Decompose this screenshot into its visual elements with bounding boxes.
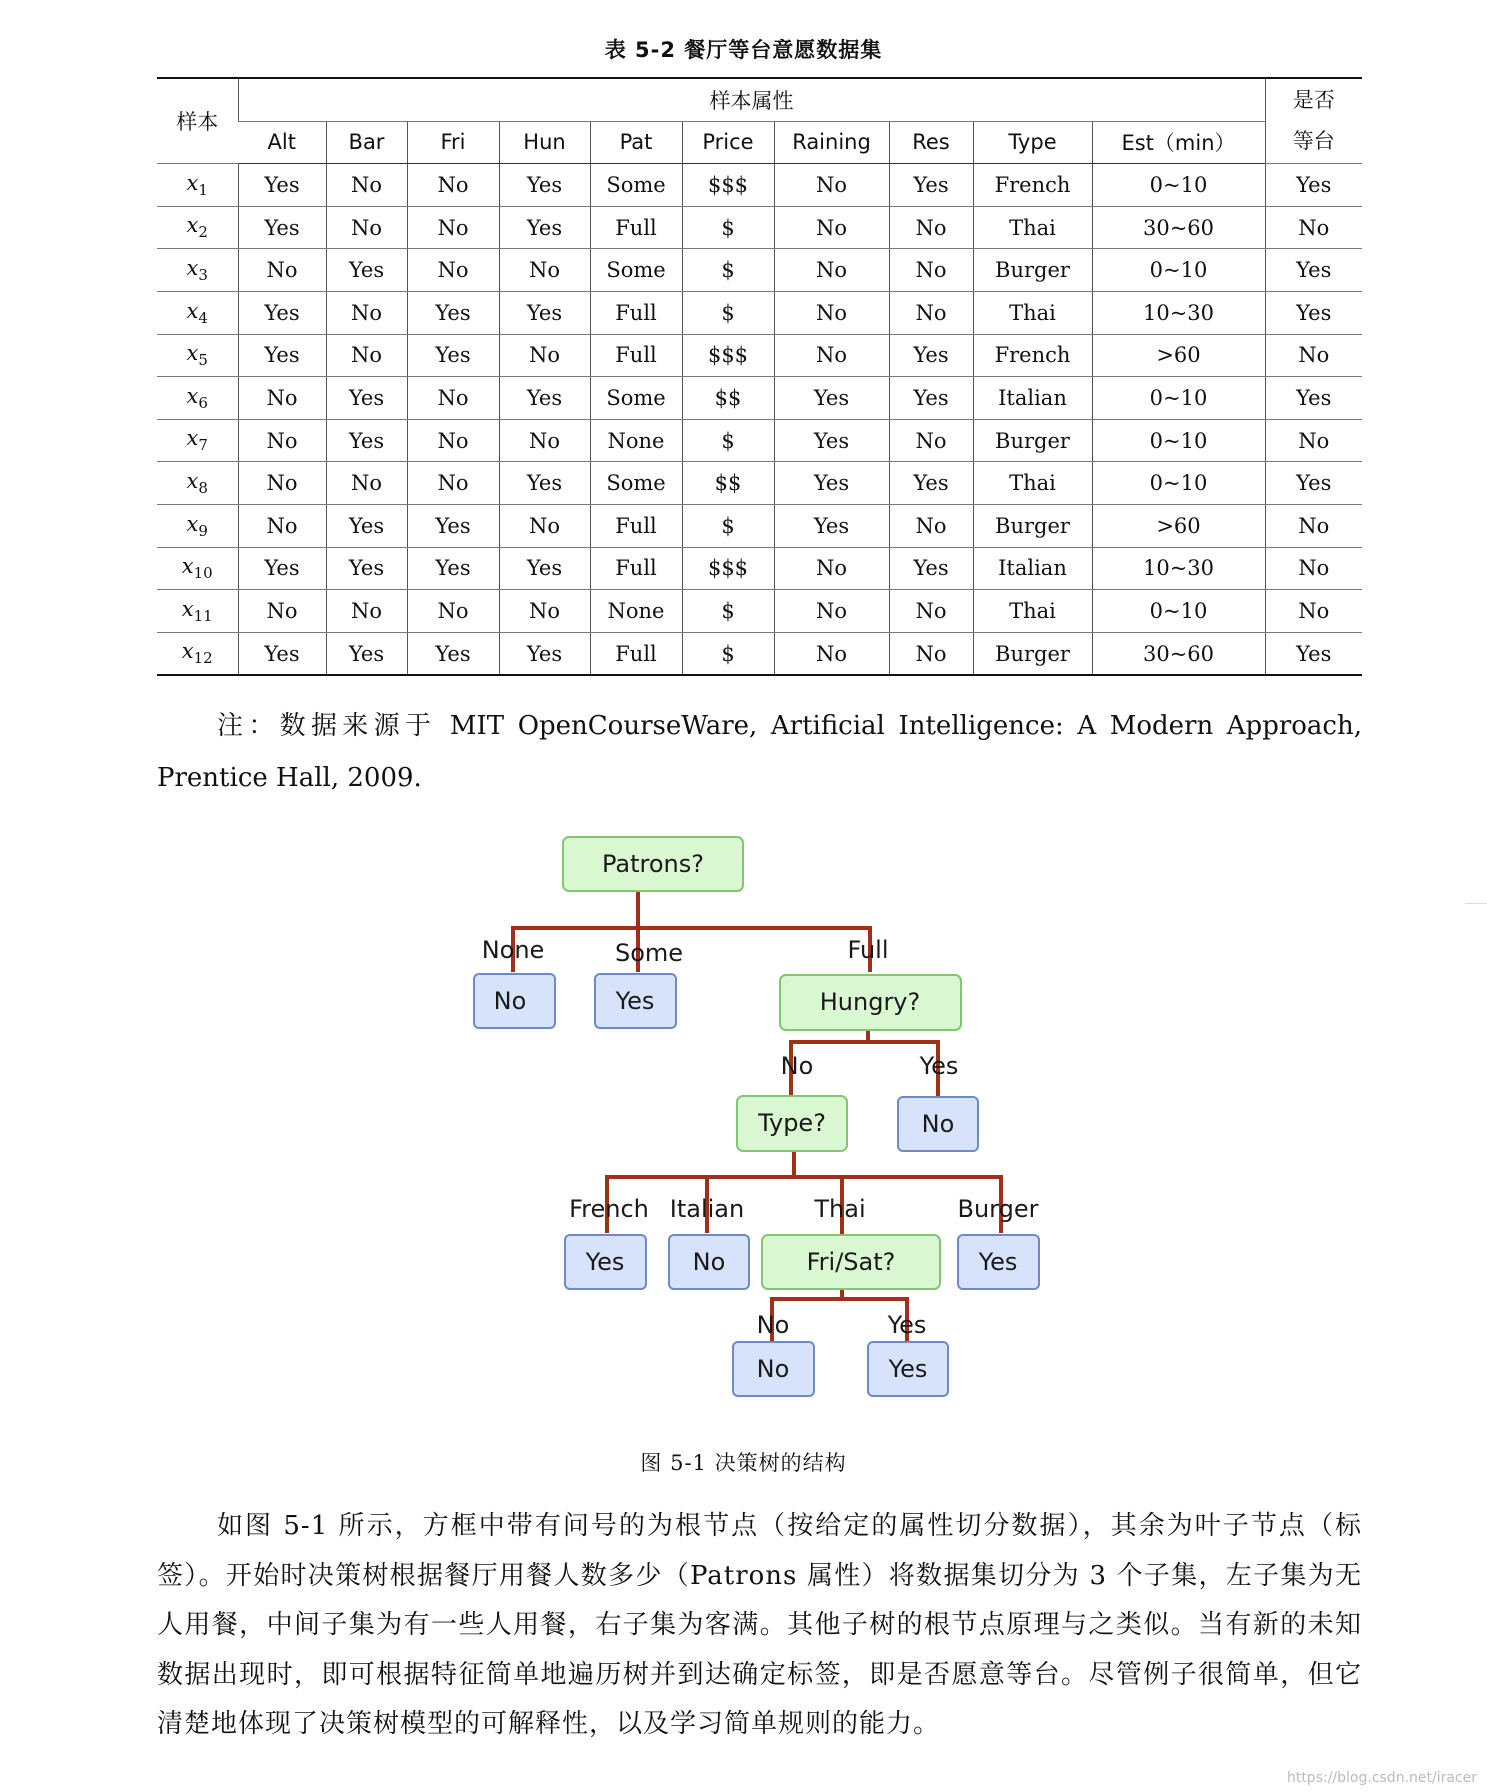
table-cell: Yes	[407, 504, 499, 547]
table-cell: Yes	[774, 377, 889, 420]
table-cell: Some	[590, 462, 682, 505]
sample-id-cell: $x_6$	[157, 377, 238, 420]
table-cell: Yes	[238, 164, 326, 207]
table-cell: $$$	[682, 164, 774, 207]
header-attributes: 样本属性	[238, 78, 1265, 121]
table-cell: No	[326, 462, 407, 505]
edge-label-thai: Thai	[814, 1195, 866, 1223]
sample-id-cell: $x_3$	[157, 249, 238, 292]
table-cell: Yes	[499, 547, 590, 590]
svg-text:Yes: Yes	[888, 1355, 928, 1383]
edge-type-split	[607, 1152, 1001, 1235]
table-cell: Yes	[889, 164, 973, 207]
svg-text:Yes: Yes	[978, 1248, 1018, 1276]
table-cell: Some	[590, 249, 682, 292]
table-cell: No	[774, 334, 889, 377]
node-hungry	[780, 975, 961, 1030]
table-cell: No	[407, 462, 499, 505]
table-cell: No	[407, 164, 499, 207]
table-cell: Yes	[238, 334, 326, 377]
table-cell: Yes	[499, 206, 590, 249]
table-cell: No	[238, 462, 326, 505]
table-cell: Yes	[499, 632, 590, 675]
svg-text:Hungry?: Hungry?	[819, 988, 921, 1016]
table-cell: 10~30	[1092, 291, 1265, 334]
header-target: 是否等台	[1265, 78, 1362, 164]
sample-id-cell: $x_8$	[157, 462, 238, 505]
sample-id-cell: $x_1$	[157, 164, 238, 207]
watermark: https://blog.csdn.net/iracer	[1286, 1770, 1477, 1786]
sample-id-cell: $x_5$	[157, 334, 238, 377]
table-cell: $	[682, 632, 774, 675]
edge-label-frisat-yes: Yes	[887, 1311, 927, 1339]
table-cell: $	[682, 419, 774, 462]
leaf-hungry-yes-no	[898, 1097, 978, 1151]
table-cell: No	[499, 249, 590, 292]
table-cell: Full	[590, 206, 682, 249]
table-cell: Yes	[238, 547, 326, 590]
svg-text:Patrons?: Patrons?	[602, 850, 704, 878]
table-cell: Yes	[1265, 377, 1362, 420]
table-cell: Burger	[973, 249, 1092, 292]
table-cell: Yes	[499, 462, 590, 505]
table-cell: No	[326, 291, 407, 334]
table-cell: No	[889, 291, 973, 334]
table-cell: $$	[682, 462, 774, 505]
leaf-some-yes	[595, 974, 676, 1028]
node-frisat	[762, 1235, 940, 1289]
table-cell: Full	[590, 334, 682, 377]
leaf-none-no	[474, 974, 555, 1028]
table-cell: Yes	[238, 206, 326, 249]
column-header: Alt	[238, 121, 326, 164]
table-cell: Italian	[973, 547, 1092, 590]
table-cell: Yes	[499, 291, 590, 334]
column-header: Est（min）	[1092, 121, 1265, 164]
table-cell: Yes	[407, 547, 499, 590]
table-cell: No	[326, 164, 407, 207]
table-cell: $	[682, 291, 774, 334]
table-cell: $	[682, 504, 774, 547]
table-cell: Yes	[889, 547, 973, 590]
table-cell: No	[326, 206, 407, 249]
table-cell: 0~10	[1092, 377, 1265, 420]
table-cell: 10~30	[1092, 547, 1265, 590]
table-cell: Thai	[973, 291, 1092, 334]
column-header: Fri	[407, 121, 499, 164]
sample-id-cell: $x_7$	[157, 419, 238, 462]
table-cell: Yes	[326, 504, 407, 547]
body-paragraph: 如图 5-1 所示，方框中带有问号的为根节点（按给定的属性切分数据），其余为叶子节点（标签）。开始时决策树根据餐厅用餐人数多少（Patrons 属性）将数据集切分为 3 个子集，左子集为无人用餐，中间子集为有一些人用餐，右子集为客满。其他子树的根节点原理与之类似。当有新的未知数据出现时，即可根据特征简单地遍历树并到达确定标签，即是否愿意等台。尽管例子很简单，但它清楚地体现了决策树模型的可解释性，以及学习简单规则的能力。	[157, 1511, 1362, 1739]
edge-label-burger: Burger	[957, 1195, 1039, 1223]
table-cell: French	[973, 334, 1092, 377]
table-cell: >60	[1092, 334, 1265, 377]
table-cell: No	[326, 334, 407, 377]
edge-label-hungry-no: No	[780, 1052, 814, 1080]
table-cell: Yes	[238, 632, 326, 675]
table-cell: Yes	[407, 632, 499, 675]
table-cell: No	[889, 590, 973, 633]
figure-caption: 图 5-1 决策树的结构	[640, 1451, 847, 1475]
header-sample: 样本	[157, 78, 238, 164]
column-header: Res	[889, 121, 973, 164]
table-cell: Yes	[326, 632, 407, 675]
table-cell: No	[238, 590, 326, 633]
table-cell: Yes	[1265, 632, 1362, 675]
table-cell: No	[238, 249, 326, 292]
table-cell: Burger	[973, 632, 1092, 675]
table-cell: No	[889, 249, 973, 292]
leaf-frisat-yes-yes	[868, 1342, 948, 1396]
sample-id-cell: $x_{10}$	[157, 547, 238, 590]
column-header: Pat	[590, 121, 682, 164]
edge-label-none: None	[481, 936, 545, 964]
svg-text:No: No	[493, 987, 527, 1015]
leaf-frisat-no-no	[733, 1342, 814, 1396]
svg-text:No: No	[692, 1248, 726, 1276]
table-cell: Yes	[326, 547, 407, 590]
table-cell: No	[889, 504, 973, 547]
sample-id-cell: $x_9$	[157, 504, 238, 547]
table-cell: 0~10	[1092, 164, 1265, 207]
svg-text:Yes: Yes	[615, 987, 655, 1015]
table-cell: French	[973, 164, 1092, 207]
table-cell: No	[774, 249, 889, 292]
table-cell: $	[682, 249, 774, 292]
table-cell: No	[774, 632, 889, 675]
table-cell: No	[499, 334, 590, 377]
table-cell: Full	[590, 547, 682, 590]
table-cell: Yes	[1265, 164, 1362, 207]
sample-id-cell: $x_2$	[157, 206, 238, 249]
sample-id-cell: $x_{11}$	[157, 590, 238, 633]
table-cell: Some	[590, 164, 682, 207]
table-cell: 0~10	[1092, 462, 1265, 505]
table-cell: Yes	[774, 504, 889, 547]
table-cell: Full	[590, 504, 682, 547]
table-cell: Burger	[973, 419, 1092, 462]
table-cell: No	[407, 419, 499, 462]
svg-text:No: No	[921, 1110, 955, 1138]
table-cell: No	[774, 547, 889, 590]
table-cell: 0~10	[1092, 249, 1265, 292]
edge-label-full: Full	[847, 936, 889, 964]
table-cell: No	[499, 419, 590, 462]
table-cell: Yes	[774, 419, 889, 462]
edge-label-frisat-no: No	[756, 1311, 790, 1339]
table-cell: >60	[1092, 504, 1265, 547]
table-cell: Full	[590, 291, 682, 334]
table-cell: Yes	[238, 291, 326, 334]
table-cell: No	[238, 377, 326, 420]
table-cell: No	[774, 164, 889, 207]
table-cell: No	[499, 590, 590, 633]
column-header: Hun	[499, 121, 590, 164]
edge-patrons-split	[513, 892, 870, 972]
table-cell: $$$	[682, 334, 774, 377]
node-patrons	[563, 837, 743, 891]
table-cell: $$$	[682, 547, 774, 590]
table-cell: Thai	[973, 206, 1092, 249]
svg-text:Yes: Yes	[585, 1248, 625, 1276]
leaf-french-yes	[565, 1235, 646, 1289]
column-header: Raining	[774, 121, 889, 164]
edge-label-italian: Italian	[669, 1195, 745, 1223]
table-cell: $	[682, 590, 774, 633]
table-cell: 0~10	[1092, 590, 1265, 633]
table-cell: Yes	[407, 291, 499, 334]
edge-label-french: French	[569, 1195, 649, 1223]
table-cell: No	[407, 590, 499, 633]
table-cell: No	[774, 291, 889, 334]
table-cell: Yes	[1265, 462, 1362, 505]
table-cell: No	[1265, 590, 1362, 633]
table-cell: Yes	[889, 377, 973, 420]
table-cell: Thai	[973, 590, 1092, 633]
table-cell: 30~60	[1092, 206, 1265, 249]
table-cell: No	[407, 206, 499, 249]
source-note: 注：数据来源于 MIT OpenCourseWare, Artificial Intelligence: A Modern Approach, Prentice Hall, 2009.	[157, 711, 1362, 793]
table-cell: No	[774, 590, 889, 633]
table-cell: No	[1265, 547, 1362, 590]
table-cell: No	[889, 419, 973, 462]
leaf-burger-yes	[958, 1235, 1039, 1289]
sample-id-cell: $x_{12}$	[157, 632, 238, 675]
table-cell: No	[238, 504, 326, 547]
table-cell: No	[1265, 504, 1362, 547]
table-cell: Yes	[889, 462, 973, 505]
column-header: Bar	[326, 121, 407, 164]
table-cell: No	[499, 504, 590, 547]
table-cell: No	[238, 419, 326, 462]
table-cell: Full	[590, 632, 682, 675]
edge-label-some: Some	[614, 939, 684, 967]
table-cell: Yes	[499, 164, 590, 207]
table-cell: None	[590, 419, 682, 462]
edge-label-hungry-yes: Yes	[919, 1052, 959, 1080]
node-type	[737, 1096, 847, 1151]
leaf-italian-no	[669, 1235, 749, 1289]
table-cell: None	[590, 590, 682, 633]
table-cell: Some	[590, 377, 682, 420]
sample-id-cell: $x_4$	[157, 291, 238, 334]
table-cell: $	[682, 206, 774, 249]
table-cell: 30~60	[1092, 632, 1265, 675]
table-cell: No	[1265, 419, 1362, 462]
margin-rule	[1465, 903, 1487, 904]
table-cell: Yes	[889, 334, 973, 377]
table-cell: 0~10	[1092, 419, 1265, 462]
table-cell: Yes	[1265, 249, 1362, 292]
table-cell: Burger	[973, 504, 1092, 547]
svg-text:Fri/Sat?: Fri/Sat?	[806, 1248, 896, 1276]
table-caption: 表 5-2 餐厅等台意愿数据集	[604, 38, 883, 62]
table-cell: No	[407, 377, 499, 420]
table-cell: Yes	[774, 462, 889, 505]
table-cell: No	[1265, 206, 1362, 249]
column-header: Price	[682, 121, 774, 164]
table-cell: No	[326, 590, 407, 633]
table-cell: Yes	[407, 334, 499, 377]
table-cell: No	[774, 206, 889, 249]
svg-text:Type?: Type?	[758, 1109, 826, 1137]
table-cell: No	[889, 632, 973, 675]
table-cell: Italian	[973, 377, 1092, 420]
table-cell: Yes	[1265, 291, 1362, 334]
svg-text:No: No	[756, 1355, 790, 1383]
table-cell: No	[1265, 334, 1362, 377]
table-cell: Yes	[326, 249, 407, 292]
table-cell: Thai	[973, 462, 1092, 505]
table-cell: Yes	[326, 419, 407, 462]
table-cell: No	[889, 206, 973, 249]
table-cell: Yes	[499, 377, 590, 420]
table-cell: Yes	[326, 377, 407, 420]
table-cell: No	[407, 249, 499, 292]
column-header: Type	[973, 121, 1092, 164]
table-cell: $$	[682, 377, 774, 420]
